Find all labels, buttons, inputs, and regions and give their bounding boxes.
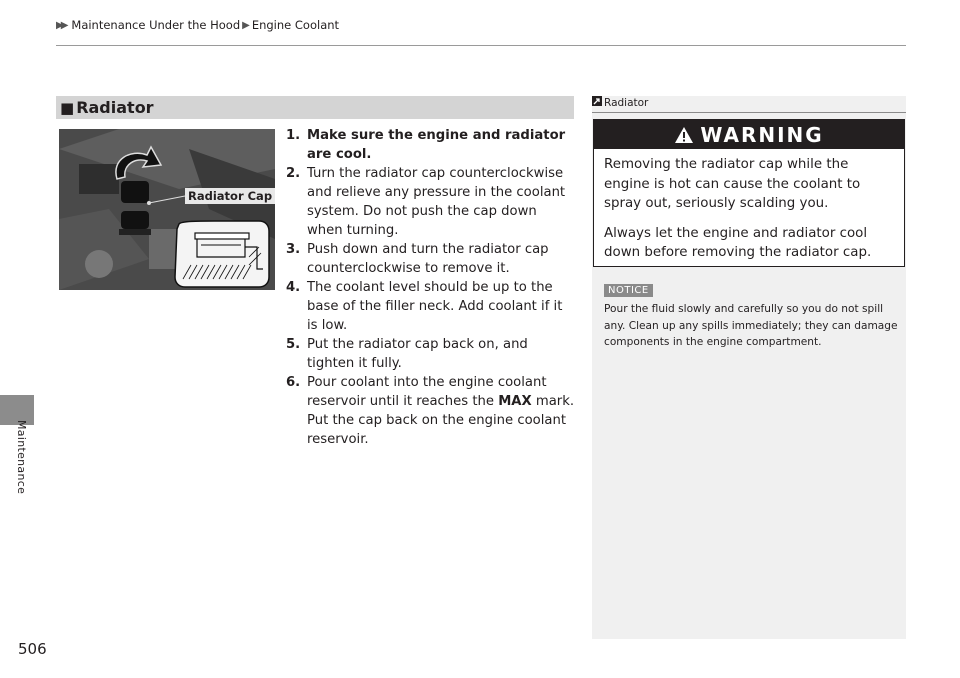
side-note-heading — [592, 96, 906, 109]
warning-paragraph-2: Always let the engine and radiator cool down before removing the radiator cap. — [604, 225, 872, 260]
step-number: 5. — [286, 337, 301, 352]
warning-header — [594, 120, 904, 149]
notice-text: Pour the fluid slowly and carefully so you do not spill any. Clean up any spills immediately; they can damage components in the engine compartment. — [604, 303, 898, 348]
page-number: 506 — [18, 640, 47, 658]
step-5 — [286, 335, 576, 373]
warning-body — [594, 149, 904, 263]
radiator-cap-callout: Radiator Cap — [185, 188, 275, 204]
breadcrumb-level2: Engine Coolant — [251, 18, 340, 32]
breadcrumb — [56, 18, 339, 32]
reference-arrow-icon — [592, 96, 602, 109]
step-text: Put the radiator cap back on, and tighten it fully. — [307, 337, 528, 371]
step-text-before: Pour coolant into the engine coolant reservoir until it reaches the — [307, 375, 547, 409]
max-mark-label: MAX — [498, 394, 532, 409]
step-number: 1. — [286, 128, 301, 143]
step-4 — [286, 278, 576, 335]
warning-label: WARNING — [700, 122, 824, 147]
step-3 — [286, 240, 576, 278]
breadcrumb-level1: Maintenance Under the Hood — [71, 18, 241, 32]
radiator-cap-drawing — [59, 129, 275, 290]
black-square-icon: ■ — [60, 98, 75, 117]
step-number: 6. — [286, 375, 301, 390]
step-text: The coolant level should be up to the base of the filler neck. Add coolant if it is low. — [307, 280, 563, 333]
step-number: 3. — [286, 242, 301, 257]
section-title: Radiator — [76, 98, 154, 117]
step-number: 4. — [286, 280, 301, 295]
chapter-tab-label: Maintenance — [15, 420, 28, 495]
section-heading — [56, 96, 574, 119]
step-1 — [286, 126, 576, 164]
step-text-after: mark. Put the cap back on the engine coolant reservoir. — [307, 394, 575, 447]
warning-triangle-icon — [674, 126, 694, 144]
double-triangle-right-icon: ▶▶ — [56, 19, 66, 31]
step-6 — [286, 373, 576, 449]
step-number: 2. — [286, 166, 301, 181]
step-text: Make sure the engine and radiator are cool. — [307, 128, 566, 162]
step-text: Turn the radiator cap counterclockwise and relieve any pressure in the coolant system. Do not push the cap down when turning. — [307, 166, 566, 238]
radiator-illustration — [59, 129, 275, 290]
procedure-steps — [286, 126, 576, 449]
header-divider — [56, 45, 906, 46]
warning-box — [593, 119, 905, 267]
side-note-divider — [592, 112, 906, 113]
triangle-right-icon: ▶ — [242, 19, 250, 31]
warning-paragraph-1: Removing the radiator cap while the engine is hot can cause the coolant to spray out, seriously scalding you. — [604, 157, 861, 211]
step-2 — [286, 164, 576, 240]
step-text: Push down and turn the radiator cap counterclockwise to remove it. — [307, 242, 549, 276]
notice-badge: NOTICE — [604, 284, 653, 297]
side-note-title: Radiator — [604, 96, 649, 109]
